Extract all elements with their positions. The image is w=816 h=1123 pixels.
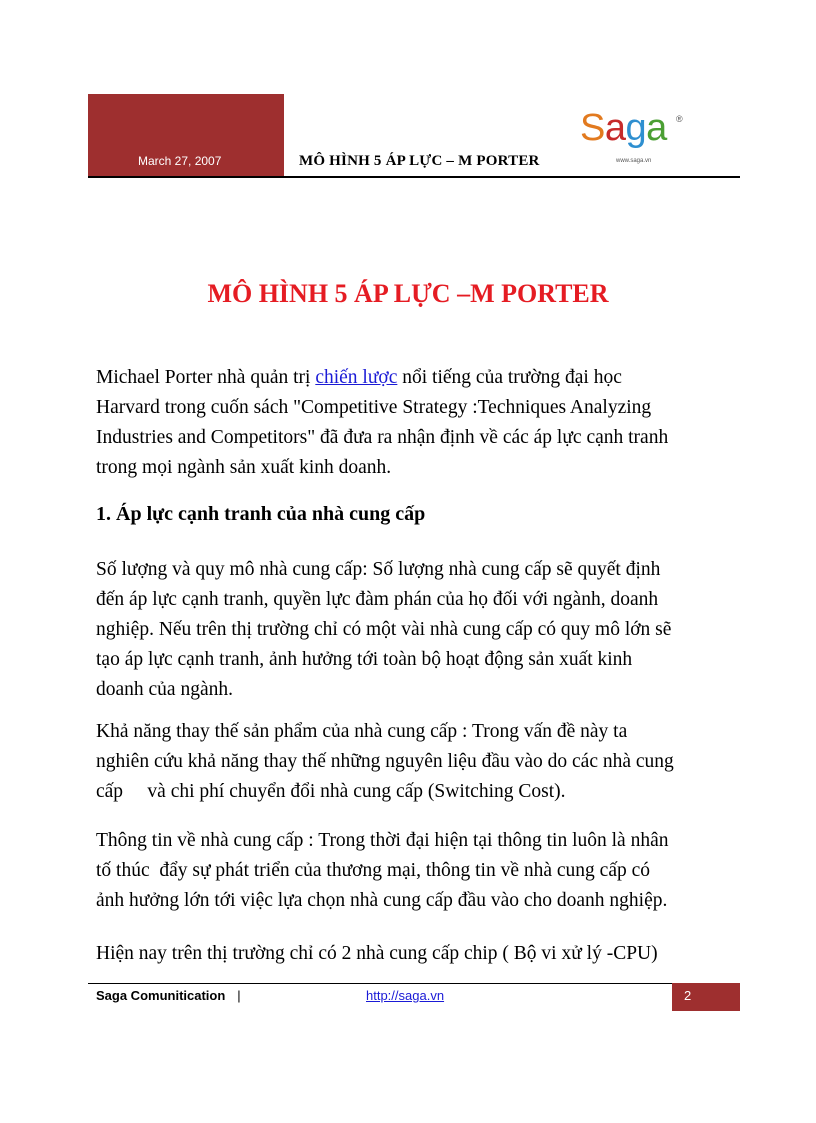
footer-company: Saga Comunitication | xyxy=(96,988,241,1003)
paragraph-line: Thông tin về nhà cung cấp : Trong thời đại hiện tại thông tin luôn là nhân xyxy=(96,830,669,851)
saga-logo-wordmark: Saga xyxy=(580,107,667,149)
paragraph-line: Số lượng và quy mô nhà cung cấp: Số lượng nhà cung cấp sẽ quyết định xyxy=(96,559,661,580)
paragraph-line: nghiệp. Nếu trên thị trường chỉ có một vài nhà cung cấp có quy mô lớn sẽ xyxy=(96,619,672,640)
strategy-link[interactable]: chiến lược xyxy=(315,367,398,388)
paragraph-line: Khả năng thay thế sản phẩm của nhà cung cấp : Trong vấn đề này ta xyxy=(96,721,628,742)
running-title: MÔ HÌNH 5 ÁP LỰC – M PORTER xyxy=(299,153,540,169)
supplier-count-paragraph xyxy=(96,555,736,705)
substitution-paragraph xyxy=(96,717,736,807)
intro-line-3: Industries and Competitors" đã đưa ra nhận định về các áp lực cạnh tranh xyxy=(96,427,669,448)
paragraph-line: ảnh hưởng lớn tới việc lựa chọn nhà cung cấp đầu vào cho doanh nghiệp. xyxy=(96,890,668,911)
logo-url: www.saga.vn xyxy=(616,158,652,164)
header-date: March 27, 2007 xyxy=(138,154,222,168)
paragraph-line: nghiên cứu khả năng thay thế những nguyên liệu đầu vào do các nhà cung xyxy=(96,751,674,772)
section-heading: 1. Áp lực cạnh tranh của nhà cung cấp xyxy=(96,503,426,525)
intro-line-4: trong mọi ngành sản xuất kinh doanh. xyxy=(96,457,392,478)
paragraph-line: doanh của ngành. xyxy=(96,679,233,700)
intro-line-1: Michael Porter nhà quản trị chiến lược nổi tiếng của trường đại học xyxy=(96,367,622,388)
paragraph-line: cấp và chi phí chuyển đổi nhà cung cấp (Switching Cost). xyxy=(96,781,566,802)
footer-separator: | xyxy=(237,988,241,1003)
page-number-box xyxy=(672,983,740,1011)
intro-paragraph xyxy=(96,363,736,483)
document-title: MÔ HÌNH 5 ÁP LỰC –M PORTER xyxy=(207,279,609,308)
paragraph-line: Hiện nay trên thị trường chỉ có 2 nhà cung cấp chip ( Bộ vi xử lý -CPU) xyxy=(96,943,658,964)
paragraph-line: tố thúc đẩy sự phát triển của thương mại, thông tin về nhà cung cấp có xyxy=(96,860,651,881)
cpu-supplier-paragraph xyxy=(96,939,736,969)
header-divider xyxy=(88,176,740,178)
footer-divider xyxy=(88,983,740,984)
paragraph-line: đến áp lực cạnh tranh, quyền lực đàm phán của họ đối với ngành, doanh xyxy=(96,589,659,610)
supplier-info-paragraph xyxy=(96,826,736,916)
footer-link[interactable]: http://saga.vn xyxy=(366,988,445,1003)
paragraph-line: tạo áp lực cạnh tranh, ảnh hưởng tới toàn bộ hoạt động sản xuất kinh xyxy=(96,649,633,670)
page-number: 2 xyxy=(684,988,692,1003)
saga-logo xyxy=(580,108,690,168)
intro-line-2: Harvard trong cuốn sách "Competitive Strategy :Techniques Analyzing xyxy=(96,397,652,418)
registered-mark: ® xyxy=(676,114,683,124)
